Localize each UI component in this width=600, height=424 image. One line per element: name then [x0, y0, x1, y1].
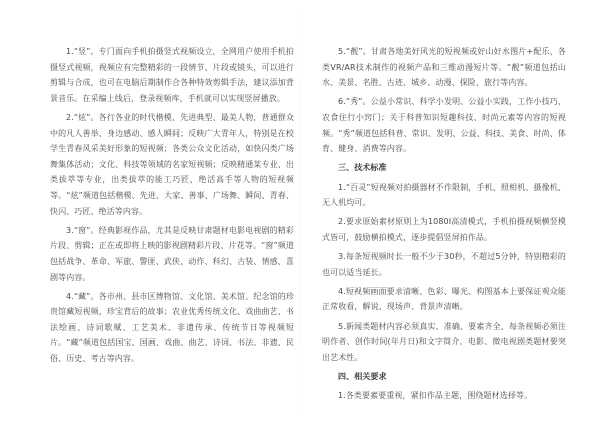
page-spine	[300, 0, 301, 424]
paragraph-dazzle: 2.“炫”。各行各业的时代楷模、先进典型、最美人物，普通群众中的凡人善举、身边感动、感人瞬间；反映广大青年人，特别是在校学生青春风采美好形象的短视频；各类公众文化活动，如快闪类广场舞集体活动；文化、科技等领域的名家短视频；反映精通某专业、出类拔萃等专业，出类拔萃的能工巧匠，绝活高手等人物的短视频等。“炫”频道包括楷模、先进、大家、善事、广场舞、瞬间、青春、快闪、巧匠、绝活等内容。	[50, 112, 294, 216]
paragraph-scenery: 5.“靓”。甘肃各地美好风光的短视频或好山好水图片+配乐，各类VR/AR技术制作的视频产品和三维动漫短片等。“靓”频道包括山水、美景、名胜、古迹、城乡、动漫、探险、旅行等内容。	[322, 47, 566, 88]
paragraph-window: 3.“窗”。经典影视作品，尤其是反映甘肃题材电影电视剧的精彩片段、剪辑；正在或即将上映的影视剧精彩片段、片花等。“窗”频道包括战争、革命、军旅、警匪、武侠、动作、科幻、古装、情感、喜剧等内容。	[50, 225, 294, 282]
paragraph-picture-quality: 4.短视频画面要求清晰、色彩、曝光、构图基本上要保证观众能正常收看，解说、现场声、背景声清晰。	[322, 286, 566, 312]
paragraph-news-content: 5.新闻类题材内容必须真实、准确、要素齐全，每条视频必须注明作者、创作时间(年月日)和文字简介，电影、微电视剧类题材要突出艺术性。	[322, 321, 566, 362]
paragraph-resolution: 2.要求原始素材原则上为1080I高清模式，手机拍摄视频横竖模式皆可，鼓励横拍模式，逐步提倡竖屏拍作品。	[322, 217, 566, 242]
paragraph-duration: 3.每条短视频时长一般不少于30秒，不超过5分钟，特别精彩的也可以适当延长。	[322, 252, 566, 277]
paragraph-requirement-1: 1.各类要素要重视，紧扣作品主题，围绕题材选择等。	[338, 391, 533, 401]
paragraph-show: 6.“秀”。公益小常识、科学小发明、公益小实践，工作小技巧，农食住行小窍门；关于科普知识短趣科技、时尚元素等内容的短视频。“秀”频道包括科普、常识、发明、公益、科技、美食、时尚、体育、健身、消费等内容。	[322, 97, 566, 154]
section-heading-technical-standards: 三、技术标准	[338, 163, 387, 173]
paragraph-collection: 4.“藏”。各市州、县市区博物馆、文化馆、美术馆、纪念馆的珍贵馆藏短视频，珍宝背后的故事；农业优秀传统文化、戏曲曲艺、书法绘画、诗词歌赋、工艺美术、非遗传承、传统节日等视频短片。“藏”频道包括国宝、国画、戏曲、曲艺、诗词、书法、非遗、民俗、历史、考古等内容。	[50, 291, 294, 364]
section-heading-requirements: 四、相关要求	[338, 372, 387, 382]
paragraph-vertical: 1.“竖”。专门面向手机拍摄竖式视频设立，全网用户使用手机拍摄竖式视频，视频应有完整精彩的一段情节、片段或镜头，可以进行剪辑与合成，也可在电脑后期制作合各种特效剪辑手法，建议添加背景音乐。在采编上线后，登录视频库，手机就可以实现竖屏播放。	[50, 47, 294, 103]
right-page	[322, 44, 566, 407]
paragraph-equipment: 1.“百灵”短视频对拍摄器材不作限制，手机、照相机、摄像机、无人机均可。	[322, 182, 566, 208]
left-page	[50, 44, 294, 370]
